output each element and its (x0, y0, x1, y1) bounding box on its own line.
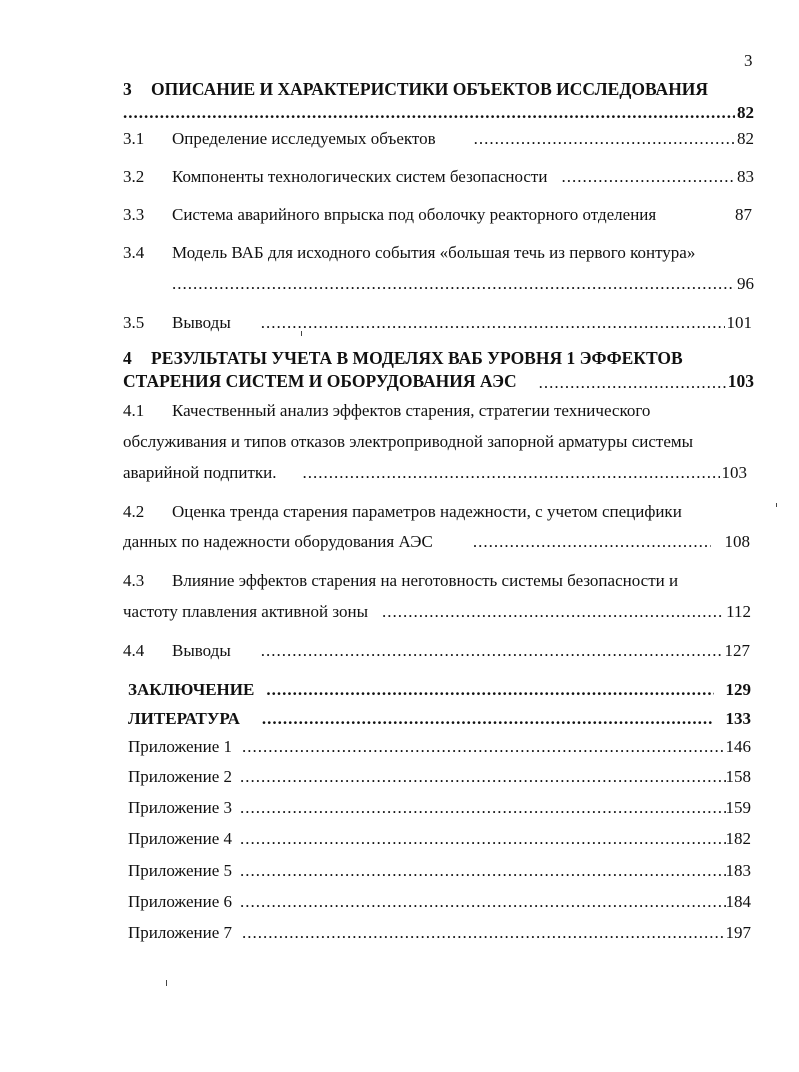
chapter-4-title-line2: СТАРЕНИЯ СИСТЕМ И ОБОРУДОВАНИЯ АЭС (123, 371, 517, 391)
section-4-2-number: 4.2 (123, 502, 145, 521)
section-3-1-title: Определение исследуемых объектов (172, 129, 436, 148)
appendix-5-title: Приложение 5 (128, 861, 232, 880)
section-4-3-line1[interactable]: Влияние эффектов старения на неготовность системы безопасности и (172, 571, 679, 590)
section-3-5-number: 3.5 (123, 313, 145, 332)
appendix-2-page: 158 (725, 767, 751, 786)
chapter-4-number: 4 (123, 348, 132, 368)
toc-entry-4-4[interactable] (172, 642, 750, 659)
dot-leader (240, 799, 726, 816)
section-4-2-line2-row (123, 533, 750, 550)
dot-leader (123, 104, 735, 121)
dot-leader (242, 924, 726, 941)
section-3-4-number: 3.4 (123, 243, 145, 262)
section-3-4-page: 96 (737, 274, 754, 293)
chapter-3-title: ОПИСАНИЕ И ХАРАКТЕРИСТИКИ ОБЪЕКТОВ ИССЛЕДОВАНИЯ (151, 79, 709, 99)
appendix-4-page: 182 (725, 829, 751, 848)
dot-leader (262, 710, 714, 727)
appendix-5-page: 183 (725, 861, 751, 880)
appendix-7-title: Приложение 7 (128, 923, 232, 942)
scan-mark (301, 331, 302, 336)
section-4-2-line2: данных по надежности оборудования АЭС (123, 532, 433, 551)
section-4-1-line3: аварийной подпитки. (123, 463, 277, 482)
toc-entry-appendix-6[interactable] (128, 893, 751, 910)
section-3-2-title: Компоненты технологических систем безопасности (172, 167, 548, 186)
section-4-3-line2-row (123, 603, 751, 620)
appendix-1-title: Приложение 1 (128, 737, 232, 756)
toc-entry-3-1[interactable] (172, 130, 754, 147)
toc-entry-appendix-1[interactable] (128, 738, 751, 755)
section-3-3-title[interactable]: Система аварийного впрыска под оболочку реакторного отделения (172, 205, 657, 224)
toc-entry-appendix-3[interactable] (128, 799, 751, 816)
appendix-3-page: 159 (725, 798, 751, 817)
dot-leader (473, 533, 711, 550)
toc-entry-appendix-4[interactable] (128, 830, 751, 847)
appendix-3-title: Приложение 3 (128, 798, 232, 817)
appendix-6-title: Приложение 6 (128, 892, 232, 911)
chapter-3-page: 82 (737, 103, 754, 122)
chapter-4-page: 103 (727, 371, 754, 391)
conclusion-title: ЗАКЛЮЧЕНИЕ (128, 680, 255, 699)
toc-entry-appendix-5[interactable] (128, 862, 751, 879)
chapter-3-leader (123, 104, 754, 121)
toc-entry-appendix-7[interactable] (128, 924, 751, 941)
section-3-3-number: 3.3 (123, 205, 145, 224)
dot-leader (261, 642, 723, 659)
dot-leader (240, 768, 726, 785)
section-4-3-number: 4.3 (123, 571, 145, 590)
dot-leader (242, 738, 726, 755)
section-3-5-title: Выводы (172, 313, 231, 332)
dot-leader (474, 130, 735, 147)
dot-leader (539, 374, 726, 391)
toc-entry-literature[interactable] (128, 710, 751, 727)
section-4-3-page: 112 (726, 602, 751, 621)
section-4-1-line1[interactable]: Качественный анализ эффектов старения, стратегии технического (172, 401, 651, 420)
section-3-2-page: 83 (737, 167, 754, 186)
toc-entry-appendix-2[interactable] (128, 768, 751, 785)
dot-leader (266, 681, 713, 698)
literature-title: ЛИТЕРАТУРА (128, 709, 240, 728)
chapter-4-title-line1: РЕЗУЛЬТАТЫ УЧЕТА В МОДЕЛЯХ ВАБ УРОВНЯ 1 ЭФФЕКТОВ (151, 348, 683, 368)
section-4-4-number: 4.4 (123, 641, 145, 660)
dot-leader (382, 603, 724, 620)
literature-page: 133 (725, 709, 751, 728)
dot-leader (240, 893, 726, 910)
scan-mark (776, 503, 777, 507)
section-4-1-line2: обслуживания и типов отказов электроприводной запорной арматуры системы (123, 432, 694, 451)
section-4-1-number: 4.1 (123, 401, 145, 420)
toc-entry-3-2[interactable] (172, 168, 754, 185)
section-3-3-page: 87 (735, 205, 752, 224)
section-4-4-title: Выводы (172, 641, 231, 660)
section-3-4-leader (172, 275, 754, 292)
section-4-3-line2: частоту плавления активной зоны (123, 602, 369, 621)
dot-leader (172, 275, 735, 292)
appendix-6-page: 184 (725, 892, 751, 911)
dot-leader (240, 862, 726, 879)
appendix-2-title: Приложение 2 (128, 767, 232, 786)
appendix-1-page: 146 (725, 737, 751, 756)
section-3-2-number: 3.2 (123, 167, 145, 186)
dot-leader (240, 830, 726, 847)
dot-leader (261, 314, 725, 331)
dot-leader (561, 168, 735, 185)
scan-mark (166, 980, 167, 986)
section-4-2-line1[interactable]: Оценка тренда старения параметров надежности, с учетом специфики (172, 502, 682, 521)
chapter-4-title-line2-row[interactable] (123, 373, 754, 391)
conclusion-page: 129 (725, 680, 751, 699)
page-number: 3 (744, 51, 753, 70)
section-4-1-page: 103 (721, 463, 747, 482)
section-3-1-page: 82 (737, 129, 754, 148)
section-3-1-number: 3.1 (123, 129, 145, 148)
appendix-4-title: Приложение 4 (128, 829, 232, 848)
toc-entry-3-5[interactable] (172, 314, 752, 331)
chapter-3-number: 3 (123, 79, 132, 99)
section-3-5-page: 101 (726, 313, 752, 332)
section-3-4-title[interactable]: Модель ВАБ для исходного события «большая течь из первого контура» (172, 243, 696, 262)
section-4-2-page: 108 (724, 532, 750, 551)
toc-entry-conclusion[interactable] (128, 681, 751, 698)
dot-leader (303, 464, 720, 481)
section-4-1-line3-row (123, 464, 747, 481)
section-4-4-page: 127 (724, 641, 750, 660)
appendix-7-page: 197 (725, 923, 751, 942)
